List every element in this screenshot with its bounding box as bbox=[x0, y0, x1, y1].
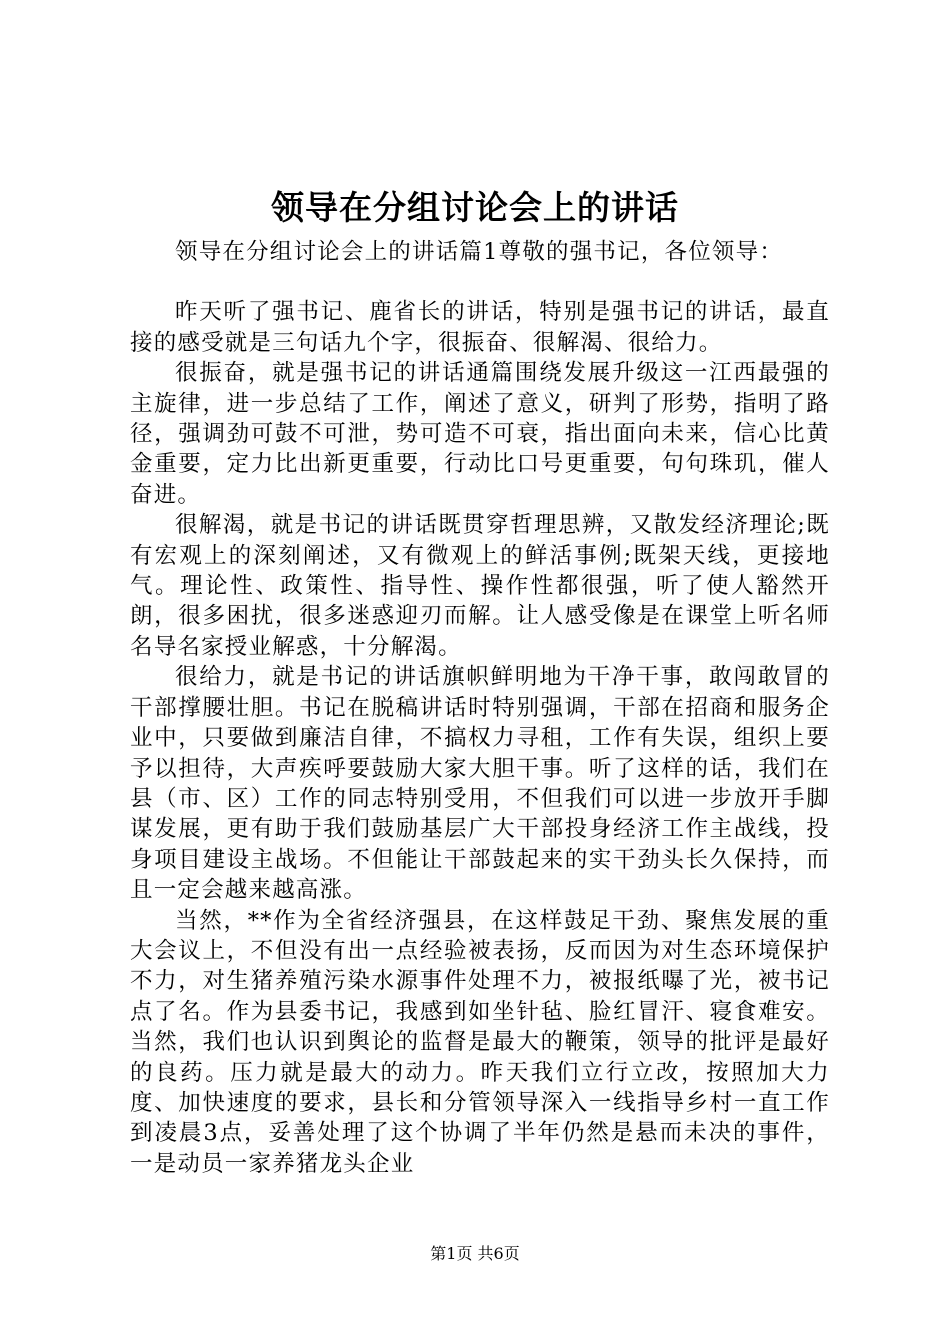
paragraph-intro: 领导在分组讨论会上的讲话篇1尊敬的强书记，各位领导： bbox=[175, 239, 784, 265]
document-body bbox=[130, 237, 830, 1179]
paragraph: 很解渴，就是书记的讲话既贯穿哲理思辨，又散发经济理论;既有宏观上的深刻阐述，又有微观上的鲜活事例;既架天线，更接地气。理论性、政策性、指导性、操作性都很强，听了使人豁然开朗，很多困扰，很多迷惑迎刃而解。让人感受像是在课堂上听名师名导名家授业解惑，十分解渴。 bbox=[130, 512, 830, 660]
paragraph: 昨天听了强书记、鹿省长的讲话，特别是强书记的讲话，最直接的感受就是三句话九个字，很振奋、很解渴、很给力。 bbox=[130, 299, 830, 356]
paragraph: 很给力，就是书记的讲话旗帜鲜明地为干净干事，敢闯敢冒的干部撑腰壮胆。书记在脱稿讲话时特别强调，干部在招商和服务企业中，只要做到廉洁自律，不搞权力寻租，工作有失误，组织上要予以担待，大声疾呼要鼓励大家大胆干事。听了这样的话，我们在县（市、区）工作的同志特别受用，不但我们可以进一步放开手脚谋发展，更有助于我们鼓励基层广大干部投身经济工作主战线，投身项目建设主战场。不但能让干部鼓起来的实干劲头长久保持，而且一定会越来越高涨。 bbox=[130, 664, 830, 904]
paragraph: 很振奋，就是强书记的讲话通篇围绕发展升级这一江西最强的主旋律，进一步总结了工作，阐述了意义，研判了形势，指明了路径，强调劲可鼓不可泄，势可造不可衰，指出面向未来，信心比黄金重要，定力比出新更重要，行动比口号更重要，句句珠玑，催人奋进。 bbox=[130, 360, 830, 508]
document-title: 领导在分组讨论会上的讲话 bbox=[271, 188, 679, 227]
paragraph: 当然，**作为全省经济强县，在这样鼓足干劲、聚焦发展的重大会议上，不但没有出一点经验被表扬，反而因为对生态环境保护不力，对生猪养殖污染水源事件处理不力，被报纸曝了光，被书记点了名。作为县委书记，我感到如坐针毡、脸红冒汗、寝食难安。当然，我们也认识到舆论的监督是最大的鞭策，领导的批评是最好的良药。压力就是最大的动力。昨天我们立行立改，按照加大力度、加快速度的要求，县长和分管领导深入一线指导乡村一直工作到凌晨3点，妥善处理了这个协调了半年仍然是悬而未决的事件，一是动员一家养猪龙头企业 bbox=[130, 907, 830, 1177]
page-number-footer: 第1页 共6页 bbox=[430, 1244, 520, 1263]
